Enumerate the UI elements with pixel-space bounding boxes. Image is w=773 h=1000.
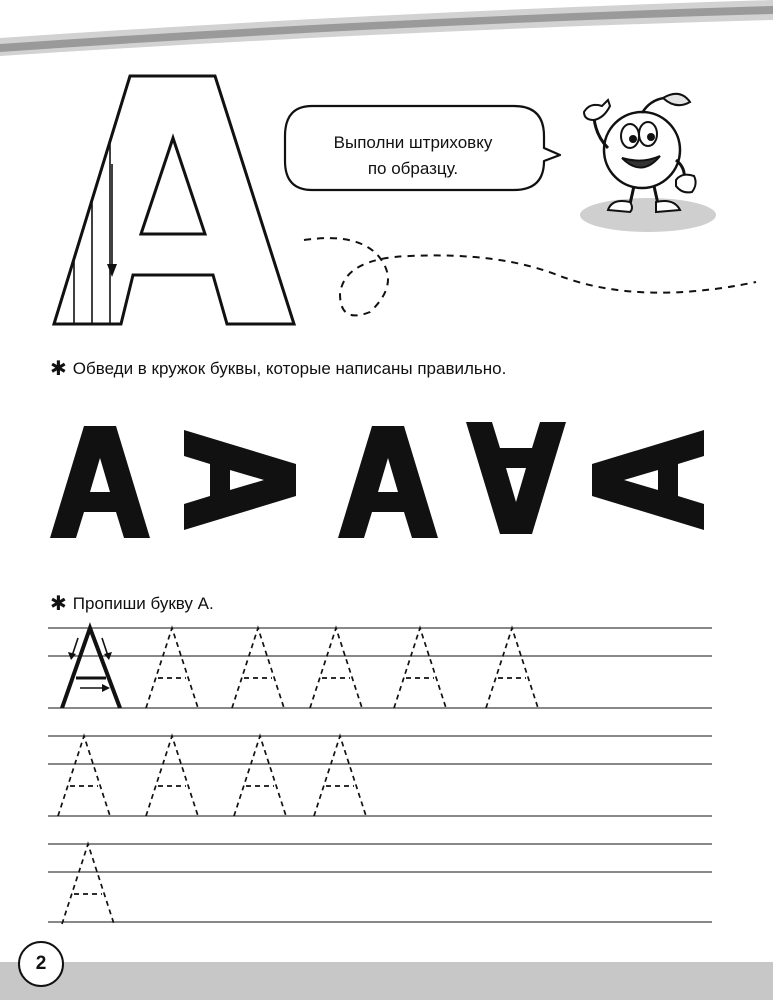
bottom-decor-band: [0, 962, 773, 1000]
speech-bubble-text: [282, 130, 544, 182]
hatching-letter-a: [52, 72, 298, 328]
task-bullet-icon: ✱: [50, 593, 67, 615]
copybook-lines[interactable]: [48, 620, 714, 930]
letter-options-row: [48, 420, 718, 540]
sample-letter-a: [62, 628, 120, 708]
task-write-letter: [50, 594, 214, 614]
page-number-badge: [18, 941, 64, 987]
top-decor-band: [0, 0, 773, 60]
letter-option-upright[interactable]: [338, 426, 438, 538]
speech-line-2: по образцу.: [367, 159, 459, 178]
decorative-dashed-path: [300, 228, 760, 328]
speech-line-1: Выполни штриховку: [333, 133, 493, 152]
task-circle-correct-letters: [50, 359, 506, 379]
task-bullet-icon: ✱: [50, 358, 67, 380]
letter-option-upright[interactable]: [50, 426, 150, 538]
apple-mascot-illustration: [568, 88, 718, 238]
letter-option-rotated-left[interactable]: [592, 430, 704, 530]
task-text: Пропиши букву А.: [72, 594, 214, 613]
task-text: Обведи в кружок буквы, которые написаны правильно.: [72, 359, 507, 378]
letter-option-upside-down[interactable]: [466, 422, 566, 534]
letter-option-rotated-right[interactable]: [184, 430, 296, 530]
page-number: 2: [35, 953, 47, 974]
